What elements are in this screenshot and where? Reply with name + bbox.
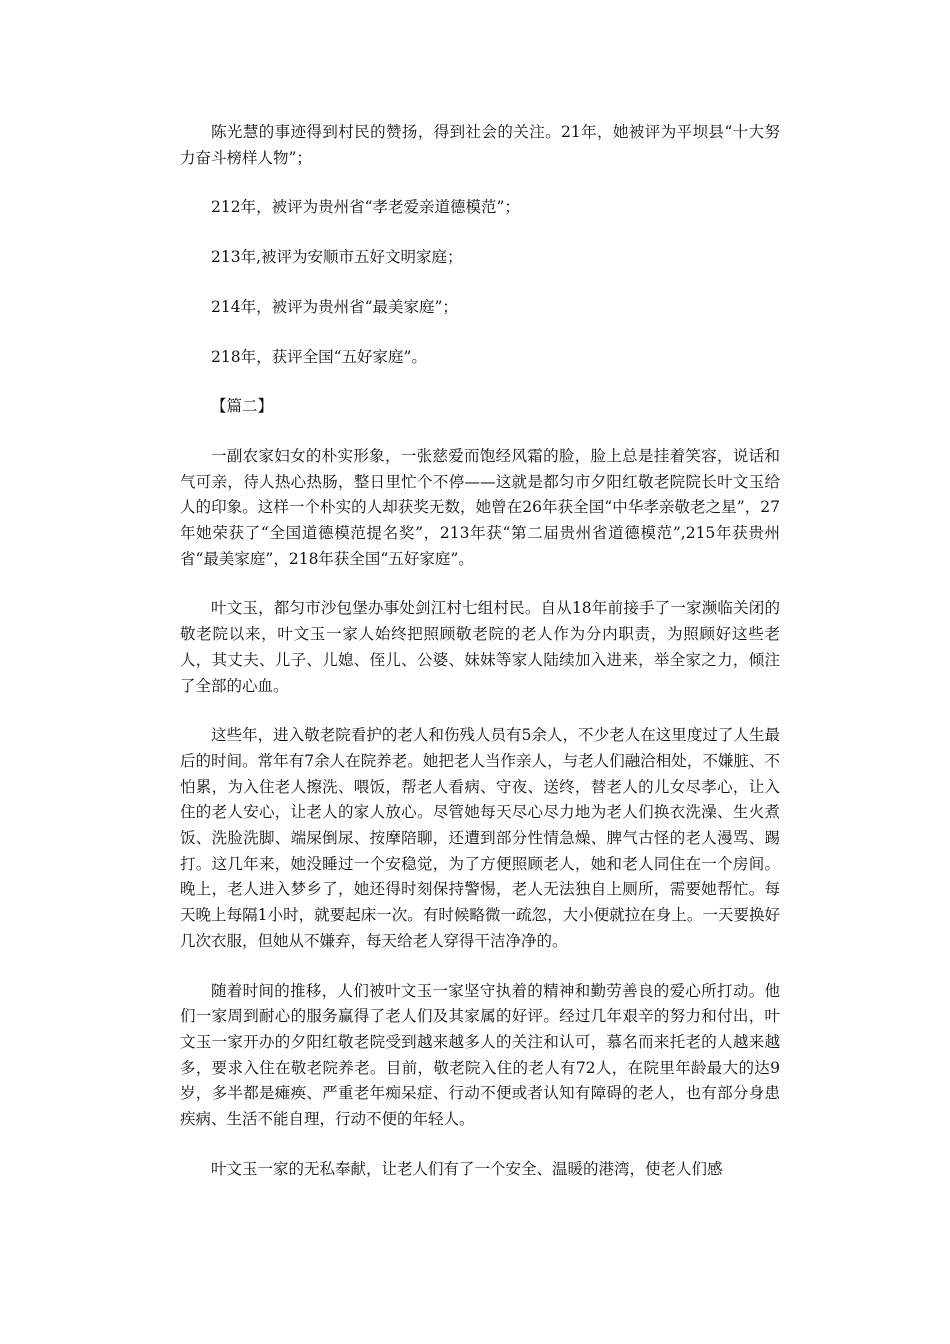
paragraph-recognition-growth: 随着时间的推移，人们被叶文玉一家坚守执着的精神和勤劳善良的爱心所打动。他们一家周到耐心的服务赢得了老人们及其家属的好评。经过几年艰辛的努力和付出，叶文玉一家开办的夕阳红敬老院受到越来越多人的关注和认可，慕名而来托老的人越来越多，要求入住在敬老院养老。目前，敬老院入住的老人有72人，在院里年龄最大的达9岁，多半都是瘫痪、严重老年痴呆症、行动不便或者认知有障碍的老人，也有部分身患疾病、生活不能自理，行动不便的年轻人。 (180, 981, 780, 1129)
paragraph-award-2013: 213年,被评为安顺市五好文明家庭； (211, 248, 463, 267)
paragraph-award-2012: 212年，被评为贵州省“孝老爱亲道德模范”； (211, 198, 520, 217)
paragraph-award-2018: 218年，获评全国“五好家庭”。 (211, 347, 427, 366)
paragraph-chen-guanghui-recognition: 陈光慧的事迹得到村民的赞扬，得到社会的关注。21年，她被评为平坝县“十大努力奋斗榜样人物”； (180, 123, 780, 167)
section-heading: 【篇二】 (211, 397, 274, 416)
document-page (180, 120, 780, 1207)
paragraph-dedication: 叶文玉一家的无私奉献，让老人们有了一个安全、温暖的港湾，使老人们感 (211, 1159, 723, 1178)
paragraph-award-2014: 214年，被评为贵州省“最美家庭”； (211, 297, 458, 316)
paragraph-ye-wenyu-family: 叶文玉，都匀市沙包堡办事处剑江村七组村民。自从18年前接手了一家濒临关闭的敬老院以来，叶文玉一家人始终把照顾敬老院的老人作为分内职责，为照顾好这些老人，其丈夫、儿子、儿媳、侄儿、公婆、妹妹等家人陆续加入进来，举全家之力，倾注了全部的心血。 (180, 599, 780, 695)
paragraph-care-details: 这些年，进入敬老院看护的老人和伤残人员有5余人，不少老人在这里度过了人生最后的时间。常年有7余人在院养老。她把老人当作亲人，与老人们融洽相处，不嫌脏、不怕累，为入住老人擦洗、喂饭，帮老人看病、守夜、送终，替老人的儿女尽孝心，让入住的老人安心，让老人的家人放心。尽管她每天尽心尽力地为老人们换衣洗澡、生火煮饭、洗脸洗脚、端屎倒尿、按摩陪聊，还遭到部分性情急燥、脾气古怪的老人漫骂、踢打。这几年来，她没睡过一个安稳觉，为了方便照顾老人，她和老人同住在一个房间。晚上，老人进入梦乡了，她还得时刻保持警惕，老人无法独自上厕所，需要她帮忙。每天晚上每隔1小时，就要起床一次。有时候略微一疏忽，大小便就拉在身上。一天要换好几次衣服，但她从不嫌弃，每天给老人穿得干洁净净的。 (180, 726, 780, 950)
paragraph-ye-wenyu-intro: 一副农家妇女的朴实形象，一张慈爱而饱经风霜的脸，脸上总是挂着笑容，说话和气可亲，待人热心热肠，整日里忙个不停——这就是都匀市夕阳红敬老院院长叶文玉给人的印象。这样一个朴实的人却获奖无数，她曾在26年获全国“中华孝亲敬老之星”，27年她荣获了“全国道德模范提名奖”，213年获“第二届贵州省道德模范”,215年获贵州省“最美家庭”，218年获全国“五好家庭”。 (180, 446, 780, 568)
